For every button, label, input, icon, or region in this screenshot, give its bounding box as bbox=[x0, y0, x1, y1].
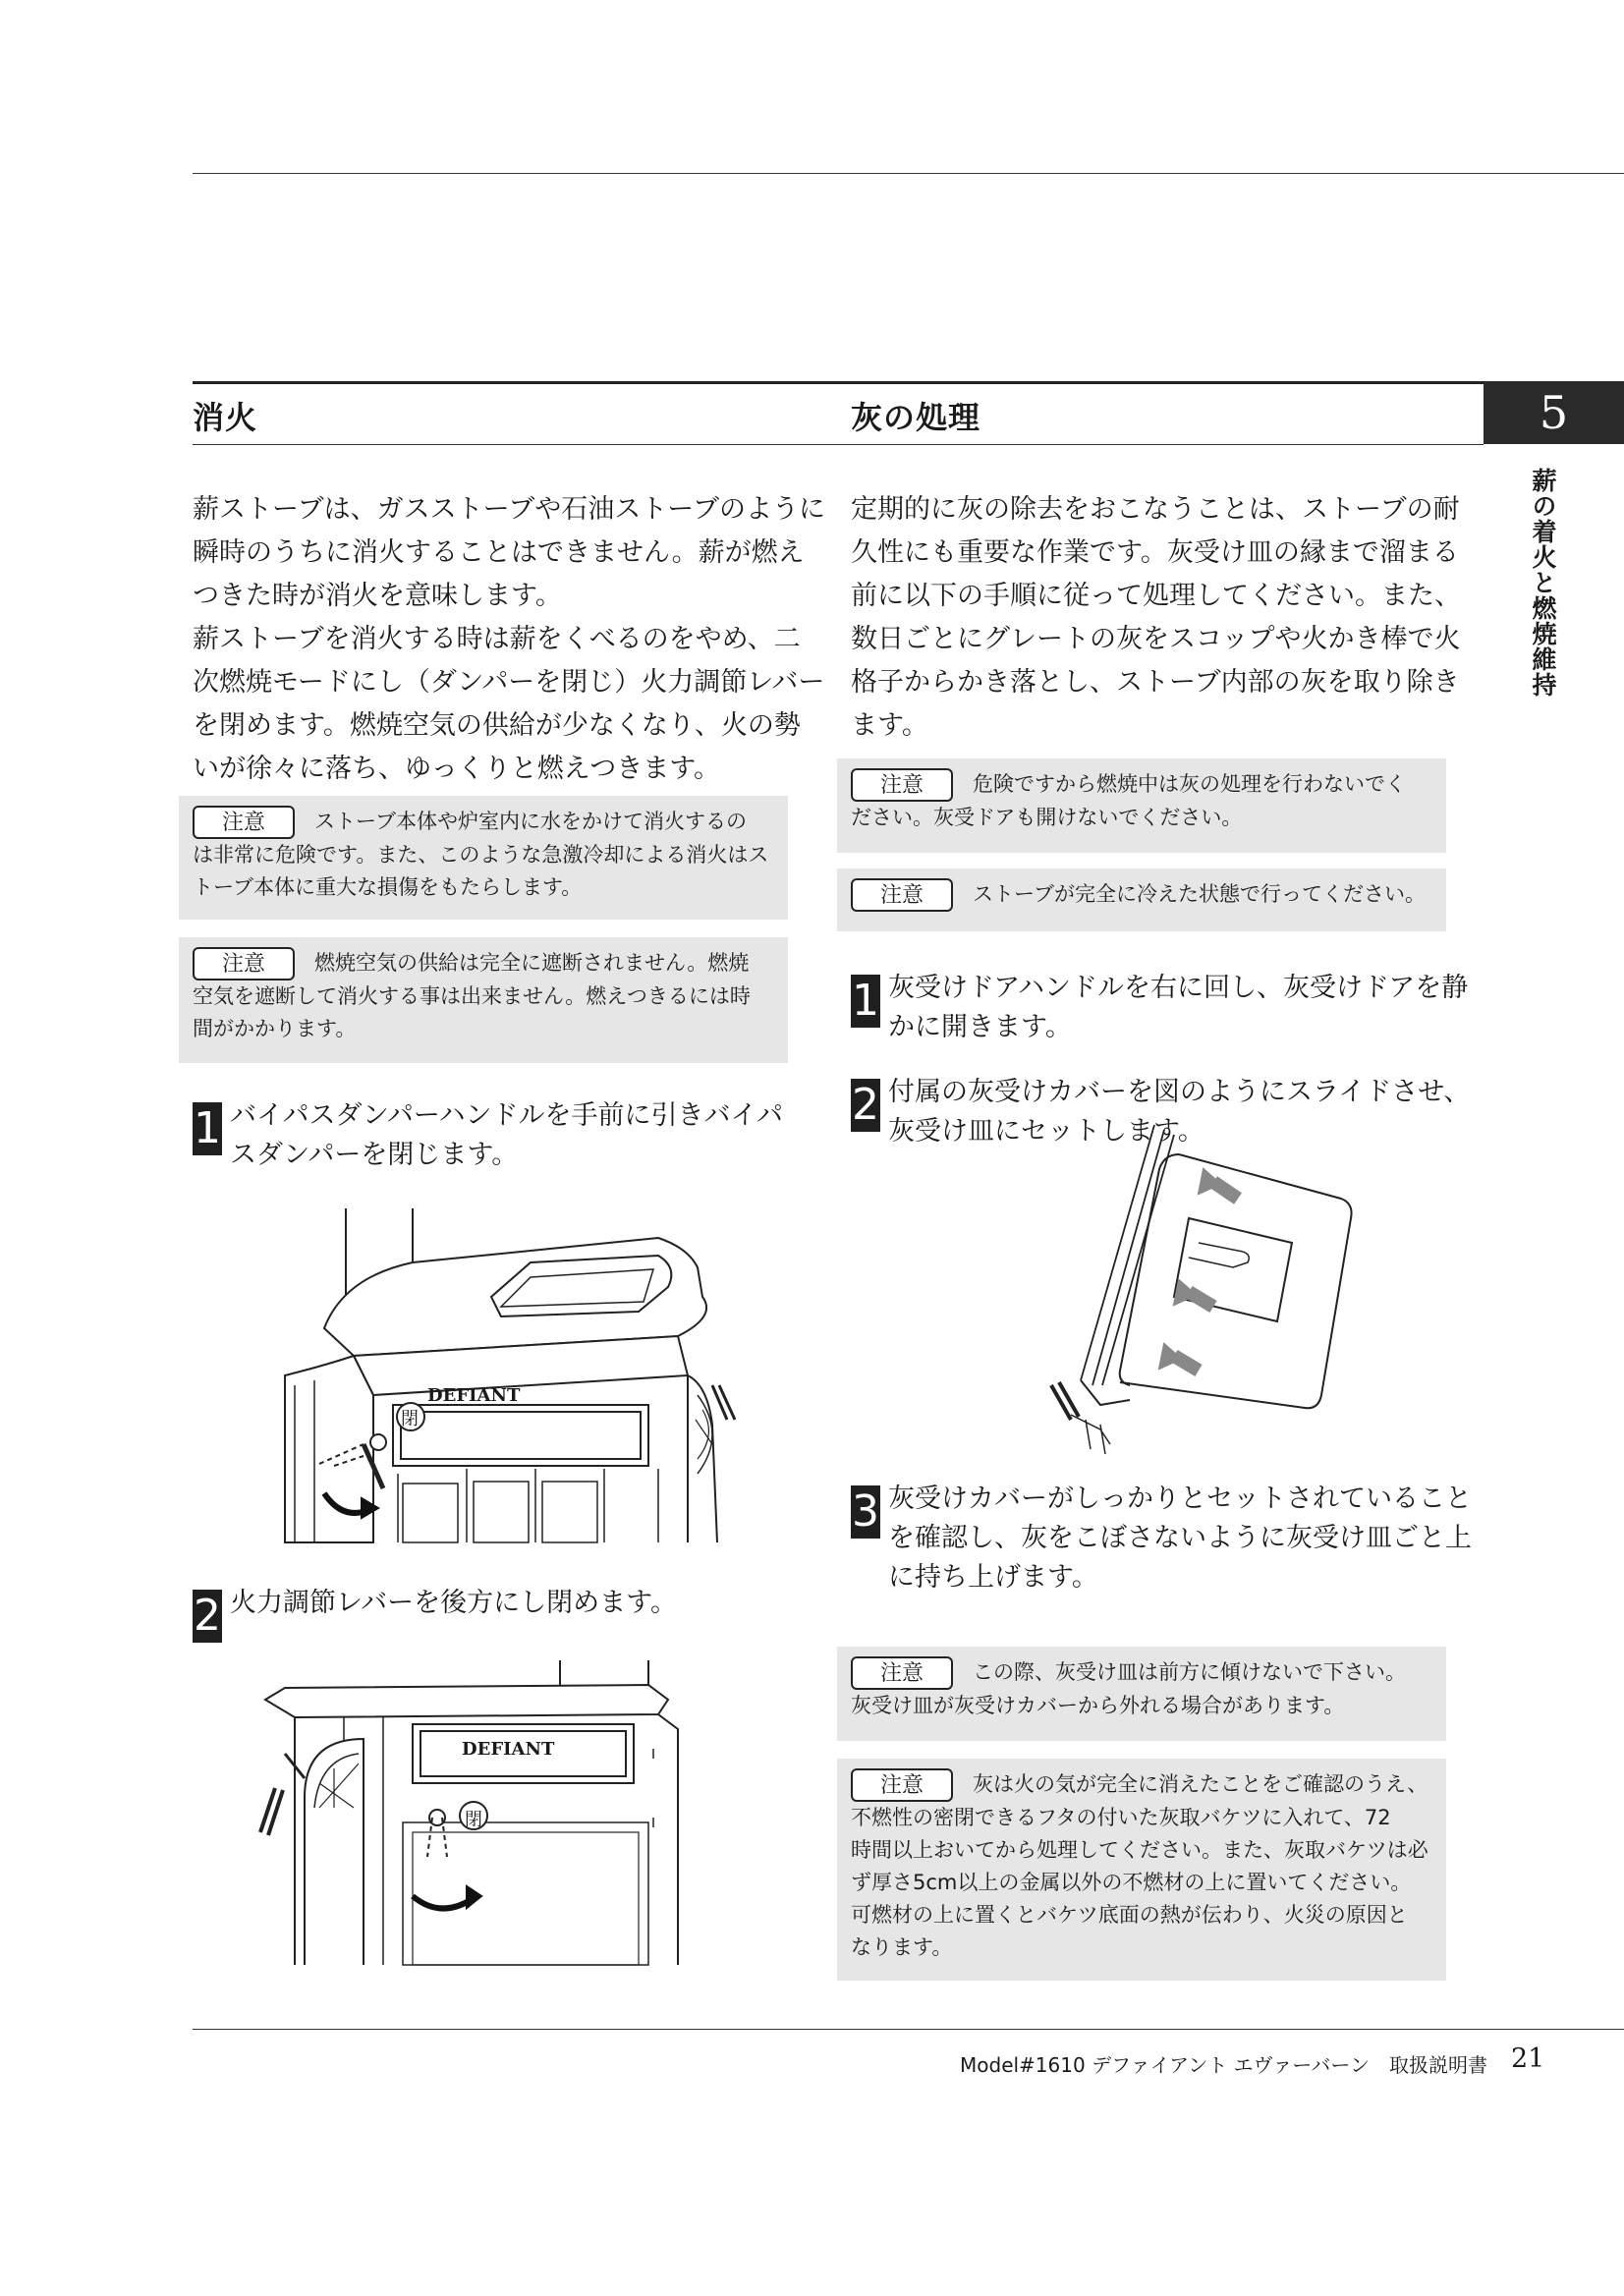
note-line: 間がかかります。 bbox=[193, 1017, 357, 1040]
note-line: 灰は火の気が完全に消えたことをご確認のうえ、 bbox=[973, 1772, 1428, 1796]
step-line: かに開きます。 bbox=[888, 1012, 1072, 1042]
left-line: 薪ストーブを消火する時は薪をくべるのをやめ、二 bbox=[193, 624, 801, 654]
note-line: 空気を遮断して消火する事は出来ません。燃えつきるには時 bbox=[193, 984, 751, 1008]
step-line: を確認し、灰をこぼさないように灰受け皿ごと上 bbox=[888, 1523, 1472, 1553]
step-number: 2 bbox=[852, 1080, 879, 1130]
figure-brand-label: DEFIANT bbox=[427, 1385, 521, 1406]
step-line: 灰受けドアハンドルを右に回し、灰受けドアを静 bbox=[888, 973, 1469, 1003]
caution-note bbox=[837, 1647, 1446, 1741]
note-line: なります。 bbox=[851, 1935, 953, 1959]
caution-note bbox=[837, 868, 1446, 931]
step-line: スダンパーを閉じます。 bbox=[230, 1140, 519, 1170]
note-line: ず厚さ5cm以上の金属以外の不燃材の上に置いてください。 bbox=[851, 1871, 1412, 1894]
page-number: 21 bbox=[1511, 2044, 1545, 2074]
figure-ash-pan-cover bbox=[1041, 1125, 1366, 1459]
left-line: を閉めます。燃焼空気の供給が少なくなり、火の勢 bbox=[193, 710, 801, 741]
caution-badge: 注意 bbox=[851, 1768, 953, 1802]
note-line: ストーブが完全に冷えた状態で行ってください。 bbox=[973, 882, 1426, 906]
footer-rule bbox=[193, 2029, 1624, 2030]
note-line: 不燃性の密閉できるフタの付いた灰取バケツに入れて、72 bbox=[851, 1806, 1391, 1829]
figure-brand-label: DEFIANT bbox=[462, 1739, 555, 1760]
caution-note bbox=[179, 796, 788, 920]
caution-badge: 注意 bbox=[193, 947, 295, 980]
step-number: 1 bbox=[852, 976, 879, 1026]
note-line: ださい。灰受ドアも開けないでください。 bbox=[851, 806, 1243, 829]
chapter-number: 5 bbox=[1484, 381, 1624, 444]
left-line: 次燃焼モードにし（ダンパーを閉じ）火力調節レバー bbox=[193, 667, 825, 698]
note-line: 時間以上おいてから処理してください。また、灰取バケツは必 bbox=[851, 1838, 1428, 1862]
note-line: 灰受け皿が灰受けカバーから外れる場合があります。 bbox=[851, 1694, 1345, 1717]
left-heading: 消火 bbox=[193, 399, 258, 436]
caution-note bbox=[179, 937, 788, 1063]
left-paragraph bbox=[193, 488, 825, 791]
right-paragraph bbox=[851, 488, 1461, 748]
step-text bbox=[888, 969, 1478, 1047]
chapter-side-label: 薪の着火と燃焼維持 bbox=[1529, 468, 1557, 698]
step-line: 灰受け皿にセットします。 bbox=[888, 1116, 1204, 1147]
step-number: 2 bbox=[194, 1591, 221, 1641]
right-line: 定期的に灰の除去をおこなうことは、ストーブの耐 bbox=[851, 494, 1460, 525]
right-line: ます。 bbox=[851, 710, 928, 741]
caution-note bbox=[837, 758, 1446, 853]
left-line: つきた時が消火を意味します。 bbox=[193, 581, 562, 611]
step-text bbox=[888, 1480, 1478, 1597]
step-line: 灰受けカバーがしっかりとセットされていること bbox=[888, 1484, 1472, 1514]
right-line: 久性にも重要な作業です。灰受け皿の縁まで溜まる bbox=[851, 537, 1459, 568]
note-line: 可燃材の上に置くとバケツ底面の熱が伝わり、火災の原因と bbox=[851, 1903, 1408, 1927]
caution-badge: 注意 bbox=[851, 1656, 953, 1690]
step-line: 付属の灰受けカバーを図のようにスライドさせ、 bbox=[888, 1077, 1471, 1107]
right-heading: 灰の処理 bbox=[851, 399, 981, 436]
step-number: 1 bbox=[194, 1103, 221, 1153]
note-line: 燃焼空気の供給は完全に遮断されません。燃焼 bbox=[314, 951, 750, 975]
section-rule-top bbox=[193, 381, 1484, 384]
note-line: は非常に危険です。また、このような急激冷却による消火はス bbox=[193, 843, 769, 867]
step-line: バイパスダンパーハンドルを手前に引きバイパ bbox=[230, 1100, 783, 1131]
step-text bbox=[230, 1096, 819, 1175]
caution-badge: 注意 bbox=[193, 806, 295, 839]
step-number: 3 bbox=[852, 1486, 879, 1537]
caution-note bbox=[837, 1759, 1446, 1981]
section-rule-bottom bbox=[193, 444, 1484, 445]
figure-bypass-damper bbox=[265, 1208, 727, 1542]
note-line: 危険ですから燃焼中は灰の処理を行わないでく bbox=[973, 772, 1406, 796]
left-line: 薪ストーブは、ガスストーブや石油ストーブのように bbox=[193, 494, 825, 525]
top-rule bbox=[193, 173, 1624, 174]
caution-badge: 注意 bbox=[851, 878, 953, 912]
note-line: この際、灰受け皿は前方に傾けないで下さい。 bbox=[973, 1660, 1406, 1684]
left-line: いが徐々に落ち、ゆっくりと燃えつきます。 bbox=[193, 754, 721, 784]
right-line: 格子からかき落とし、ストーブ内部の灰を取り除き bbox=[851, 667, 1460, 698]
right-line: 数日ごとにグレートの灰をスコップや火かき棒で火 bbox=[851, 624, 1461, 654]
step-text bbox=[230, 1584, 819, 1623]
step-line: 火力調節レバーを後方にし閉めます。 bbox=[230, 1588, 677, 1618]
note-line: ストーブ本体や炉室内に水をかけて消火するの bbox=[314, 810, 747, 833]
note-line: トーブ本体に重大な損傷をもたらします。 bbox=[193, 875, 583, 899]
caution-badge: 注意 bbox=[851, 768, 953, 802]
figure-callout-close: 閉 bbox=[465, 1810, 482, 1830]
step-line: に持ち上げます。 bbox=[888, 1562, 1098, 1593]
right-line: 前に以下の手順に従って処理してください。また、 bbox=[851, 581, 1461, 611]
figure-callout-close: 閉 bbox=[401, 1409, 419, 1429]
left-line: 瞬時のうちに消火することはできません。薪が燃え bbox=[193, 537, 805, 568]
footer-model: Model#1610 デファイアント エヴァーバーン 取扱説明書 bbox=[960, 2053, 1488, 2077]
